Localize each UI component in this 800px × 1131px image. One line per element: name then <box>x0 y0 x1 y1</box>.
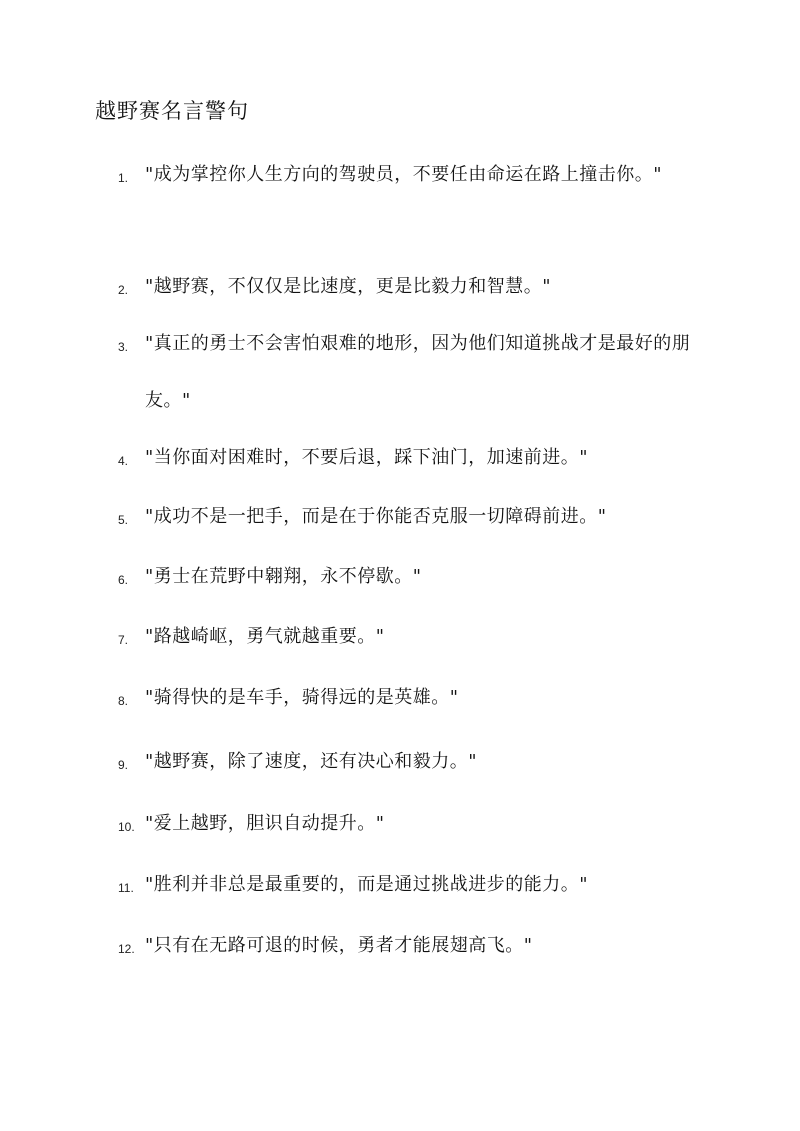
list-item-text: "骑得快的是车手，骑得远的是英雄。" <box>145 687 459 708</box>
list-item-number: 10. <box>118 820 135 834</box>
list-item-text: "胜利并非总是最重要的，而是通过挑战进步的能力。" <box>145 874 589 895</box>
list-item-number: 4. <box>118 454 129 468</box>
list-item-text: "越野赛，不仅仅是比速度，更是比毅力和智慧。" <box>145 276 552 297</box>
list-item-number: 8. <box>118 694 129 708</box>
list-item-number: 7. <box>118 633 129 647</box>
list-item-number: 9. <box>118 758 129 772</box>
list-item-number: 11. <box>118 881 134 895</box>
list-item-text: "成功不是一把手，而是在于你能否克服一切障碍前进。" <box>145 506 607 527</box>
list-item-text: "真正的勇士不会害怕艰难的地形，因为他们知道挑战才是最好的朋友。" <box>145 333 691 411</box>
list-item-number: 1. <box>118 171 129 185</box>
list-item-text: "当你面对困难时，不要后退，踩下油门，加速前进。" <box>145 447 589 468</box>
list-item-number: 6. <box>118 573 129 587</box>
list-item-text: "越野赛，除了速度，还有决心和毅力。" <box>145 751 478 772</box>
list-item-text: "成为掌控你人生方向的驾驶员，不要任由命运在路上撞击你。" <box>145 164 663 185</box>
page-title: 越野赛名言警句 <box>95 99 249 123</box>
list-item-text: "路越崎岖，勇气就越重要。" <box>145 626 385 647</box>
list-item-text: "爱上越野，胆识自动提升。" <box>145 813 385 834</box>
list-item-text: "只有在无路可退的时候，勇者才能展翅高飞。" <box>145 935 533 956</box>
list-item-number: 5. <box>118 513 129 527</box>
list-item-number: 2. <box>118 283 129 297</box>
list-item-text: "勇士在荒野中翱翔，永不停歇。" <box>145 566 422 587</box>
list-item-number: 3. <box>118 340 129 354</box>
list-item-number: 12. <box>118 942 135 956</box>
